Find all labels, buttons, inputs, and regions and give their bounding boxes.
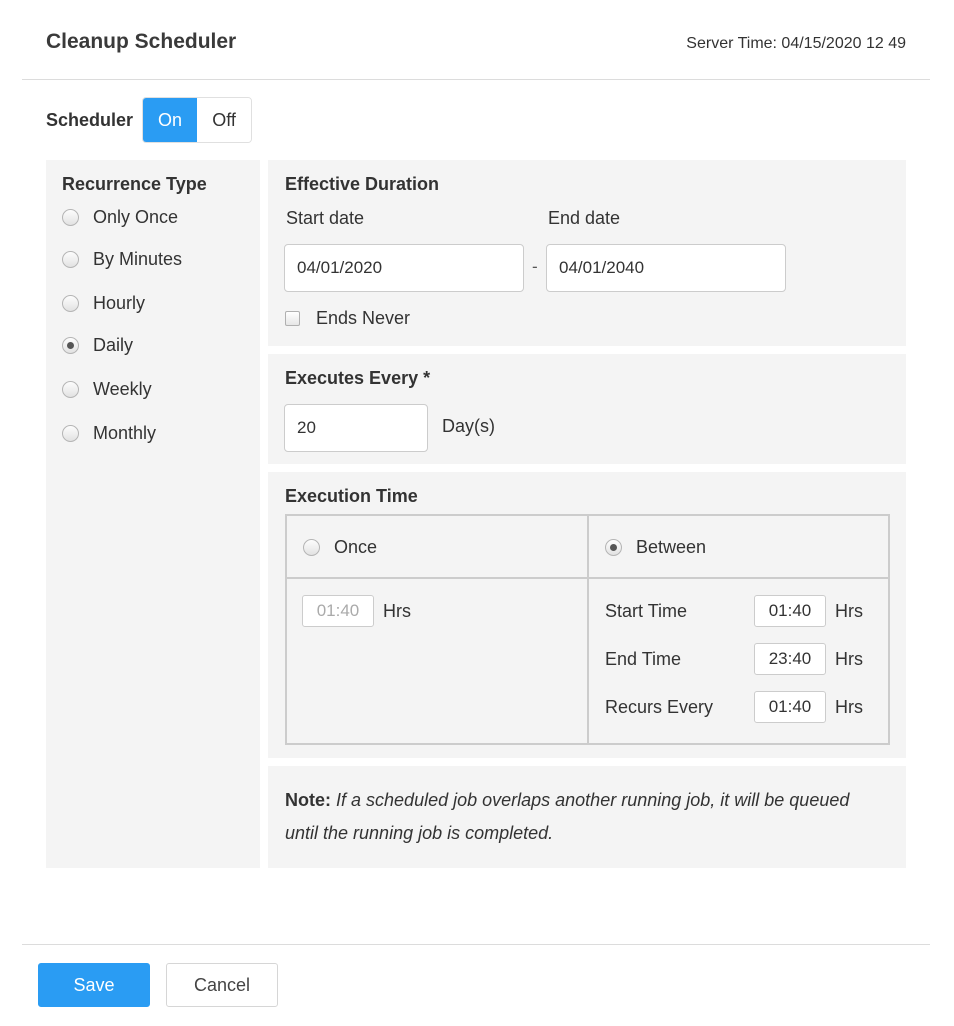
end-date-label: End date	[548, 208, 621, 228]
recurrence-option-by-minutes[interactable]	[62, 249, 182, 270]
note-body: If a scheduled job overlaps another running job, it will be queued until the running job is completed.	[285, 790, 850, 843]
grid-divider-vertical	[587, 516, 589, 743]
recurrence-option-label: Monthly	[93, 423, 157, 443]
end-time-input[interactable]	[754, 643, 826, 675]
start-date-input[interactable]	[284, 244, 524, 292]
cancel-button[interactable]: Cancel	[166, 963, 278, 1007]
scheduler-on-button[interactable]: On	[143, 98, 197, 142]
radio-checked-icon[interactable]	[62, 337, 79, 354]
execution-between-label: Between	[636, 537, 707, 557]
recurrence-type-panel	[46, 160, 260, 868]
executes-every-heading: Executes Every *	[285, 368, 431, 388]
end-time-hrs-label: Hrs	[835, 649, 863, 669]
dialog-footer	[22, 944, 930, 1026]
note-text	[285, 784, 885, 850]
ends-never-checkbox-row[interactable]	[285, 308, 410, 329]
execution-once-label: Once	[334, 537, 378, 557]
recurrence-option-label: Hourly	[93, 293, 146, 313]
note-lead: Note:	[285, 790, 331, 810]
radio-icon[interactable]	[62, 381, 79, 398]
radio-icon[interactable]	[303, 539, 320, 556]
note-section	[268, 766, 906, 868]
recurs-every-hrs-label: Hrs	[835, 697, 863, 717]
recurrence-option-label: By Minutes	[93, 249, 183, 269]
radio-icon[interactable]	[62, 295, 79, 312]
recurrence-option-only-once[interactable]	[62, 207, 178, 228]
radio-icon[interactable]	[62, 209, 79, 226]
scheduler-row	[46, 97, 252, 143]
executes-every-input[interactable]	[284, 404, 428, 452]
dialog-header	[22, 0, 930, 80]
execution-time-section	[268, 472, 906, 758]
recurrence-type-heading: Recurrence Type	[62, 174, 207, 194]
execution-between-option[interactable]	[605, 537, 706, 558]
end-date-input[interactable]	[546, 244, 786, 292]
recurrence-option-weekly[interactable]	[62, 379, 152, 400]
end-time-label: End Time	[605, 649, 682, 669]
effective-duration-section	[268, 160, 906, 346]
start-time-hrs-label: Hrs	[835, 601, 863, 621]
execution-once-option[interactable]	[303, 537, 377, 558]
start-date-label: Start date	[286, 208, 365, 228]
execution-time-grid	[285, 514, 890, 745]
executes-every-section	[268, 354, 906, 464]
once-hrs-label: Hrs	[383, 601, 411, 621]
execution-time-heading: Execution Time	[285, 486, 418, 506]
radio-icon[interactable]	[62, 251, 79, 268]
recurrence-option-monthly[interactable]	[62, 423, 156, 444]
start-time-label: Start Time	[605, 601, 688, 621]
recurs-every-input[interactable]	[754, 691, 826, 723]
date-range-separator: -	[532, 257, 538, 276]
once-time-input[interactable]	[302, 595, 374, 627]
ends-never-label: Ends Never	[316, 308, 411, 328]
start-time-input[interactable]	[754, 595, 826, 627]
server-time: Server Time: 04/15/2020 12 49	[686, 35, 906, 52]
executes-every-unit: Day(s)	[442, 416, 495, 436]
dialog-title: Cleanup Scheduler	[46, 30, 237, 53]
ends-never-checkbox[interactable]	[285, 311, 300, 326]
effective-duration-heading: Effective Duration	[285, 174, 440, 194]
scheduler-toggle	[142, 97, 252, 143]
grid-divider-horizontal	[287, 577, 888, 579]
recurrence-option-label: Only Once	[93, 207, 179, 227]
scheduler-off-button[interactable]: Off	[197, 98, 251, 142]
radio-checked-icon[interactable]	[605, 539, 622, 556]
recurrence-option-hourly[interactable]	[62, 293, 145, 314]
recurs-every-label: Recurs Every	[605, 697, 714, 717]
recurrence-option-daily[interactable]	[62, 335, 133, 356]
save-button[interactable]: Save	[38, 963, 150, 1007]
recurrence-option-label: Weekly	[93, 379, 152, 399]
scheduler-label: Scheduler	[46, 109, 134, 130]
radio-icon[interactable]	[62, 425, 79, 442]
recurrence-option-label: Daily	[93, 335, 134, 355]
